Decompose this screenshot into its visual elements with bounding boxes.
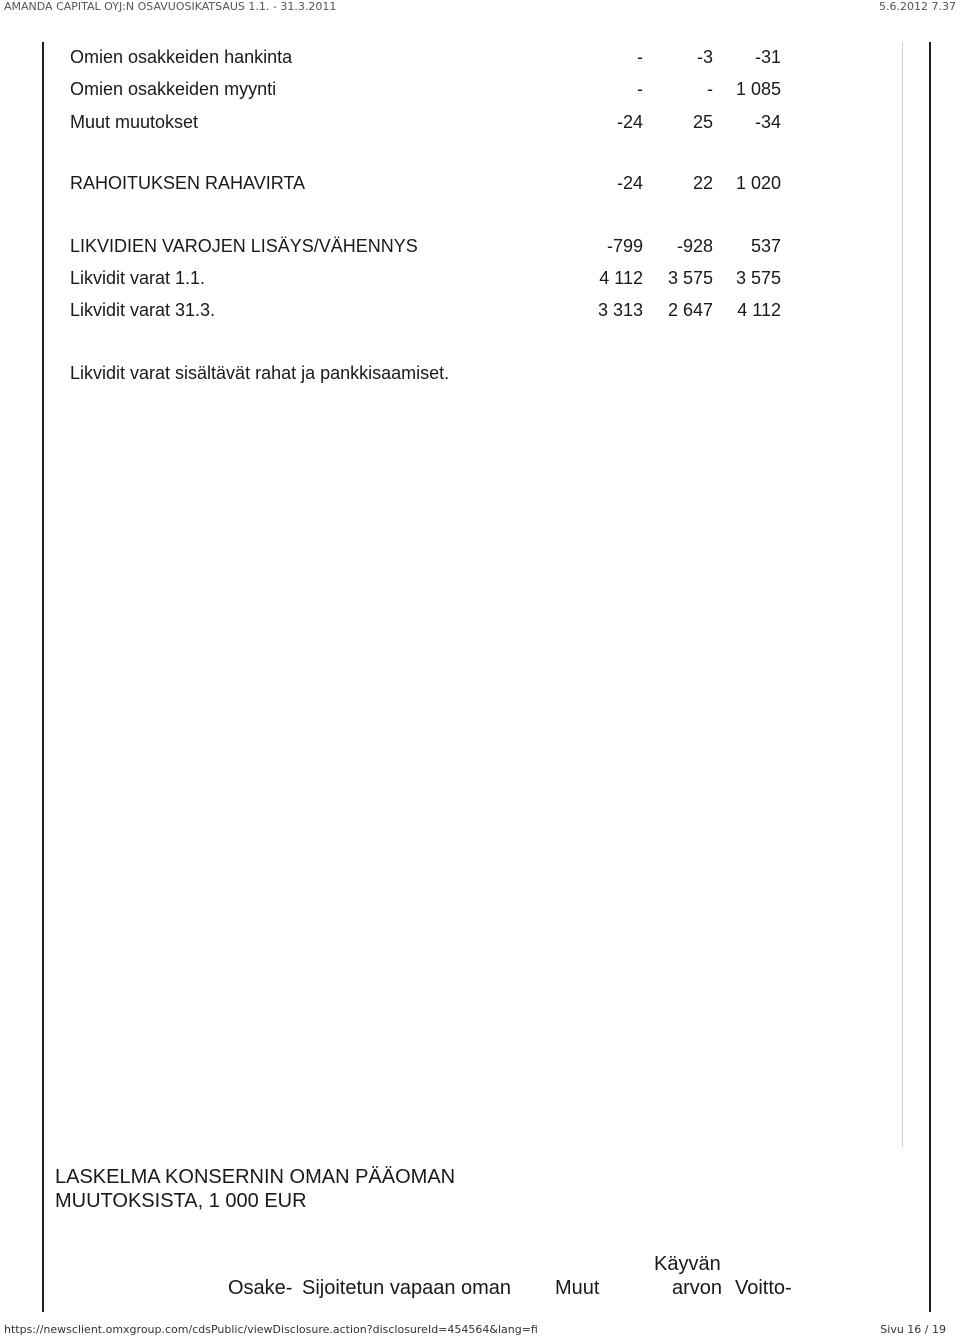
row-label: Omien osakkeiden hankinta: [70, 47, 293, 67]
left-border-line: [42, 42, 44, 1312]
row-label: Likvidit varat 31.3.: [70, 300, 216, 320]
value-cell: -34: [754, 112, 781, 132]
section-title-line: MUUTOKSISTA, 1 000 EUR: [55, 1190, 307, 1212]
page-header: [4, 0, 956, 14]
column-head-arvon: arvon: [672, 1277, 723, 1299]
column-head-muut: Muut: [555, 1277, 600, 1299]
value-cell: 4 112: [737, 300, 781, 320]
value-cell: 3 575: [735, 268, 781, 288]
value-cell: -: [637, 79, 643, 99]
value-cell: -928: [676, 236, 713, 256]
footer-url: https://newsclient.omxgroup.com/cdsPublic/viewDisclosure.action?disclosureId=454564&lang=fi: [4, 1323, 538, 1336]
section-title-line: LASKELMA KONSERNIN OMAN PÄÄOMAN: [55, 1166, 456, 1188]
value-cell: -24: [616, 173, 643, 193]
value-cell: -31: [754, 47, 781, 67]
value-cell: 1 020: [735, 173, 781, 193]
right-border-line: [929, 42, 931, 1312]
value-cell: -: [707, 79, 713, 99]
row-label: Likvidit varat 1.1.: [70, 268, 206, 288]
header-title: AMANDA CAPITAL OYJ:N OSAVUOSIKATSAUS 1.1. - 31.3.2011: [4, 0, 337, 13]
value-cell: -24: [616, 112, 643, 132]
row-label: RAHOITUKSEN RAHAVIRTA: [70, 173, 306, 193]
value-cell: -3: [696, 47, 713, 67]
equity-section-title: [55, 1165, 455, 1213]
row-label: Omien osakkeiden myynti: [70, 79, 277, 99]
inner-divider-line: [902, 42, 903, 1147]
column-head-kayvan: Käyvän: [654, 1253, 721, 1275]
value-cell: 2 647: [667, 300, 713, 320]
value-cell: 3 313: [597, 300, 643, 320]
cash-note: Likvidit varat sisältävät rahat ja pankkisaamiset.: [70, 363, 450, 383]
value-cell: 1 085: [735, 79, 781, 99]
value-cell: -: [637, 47, 643, 67]
page-number: Sivu 16 / 19: [880, 1323, 946, 1336]
value-cell: 3 575: [667, 268, 713, 288]
column-head-osake: Osake-: [228, 1277, 293, 1299]
header-datetime: 5.6.2012 7.37: [879, 0, 956, 13]
page-footer: [4, 1323, 956, 1337]
value-cell: 22: [692, 173, 713, 193]
column-head-sijoitetun: Sijoitetun vapaan oman: [302, 1277, 512, 1299]
row-label: LIKVIDIEN VAROJEN LISÄYS/VÄHENNYS: [70, 236, 418, 256]
value-cell: 4 112: [599, 268, 643, 288]
column-head-voitto: Voitto-: [735, 1277, 792, 1299]
value-cell: -799: [606, 236, 643, 256]
value-cell: 25: [692, 112, 713, 132]
value-cell: 537: [750, 236, 781, 256]
row-label: Muut muutokset: [70, 112, 199, 132]
